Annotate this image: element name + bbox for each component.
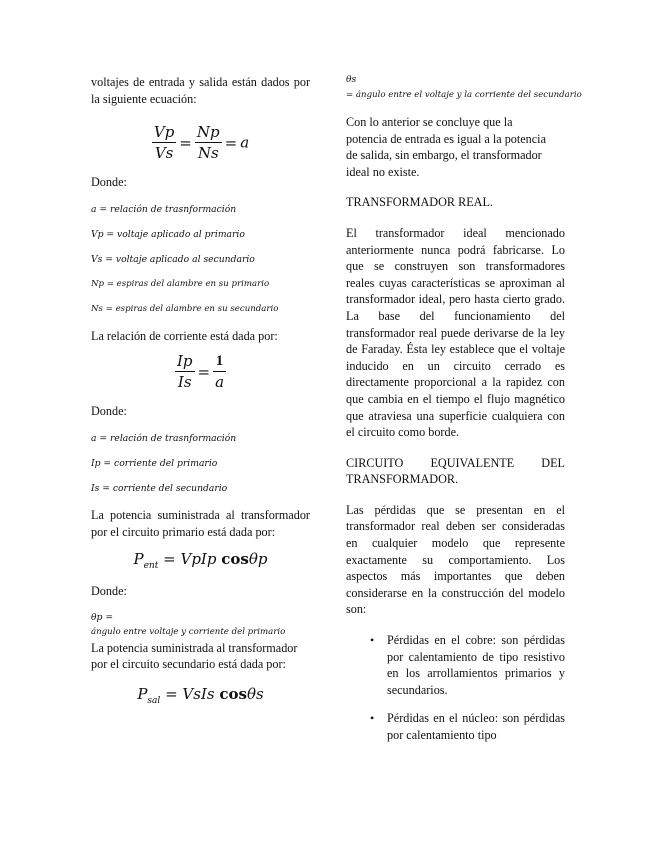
eq4-rhs: VsIs (182, 684, 215, 703)
paragraph-conclusion: Con lo anterior se concluye que la potencia de entrada es igual a la potencia de salida, sin embargo, el transformador ideal no existe. (346, 115, 546, 179)
losses-list (346, 632, 565, 744)
paragraph-losses: Las pérdidas que se presentan en el transformador real deben ser consideradas en cualquier modelo que represente exactamente su comportamiento. Los aspectos más importantes que deben considerarse en la construcción del modelo son: (346, 502, 565, 617)
list-item (346, 632, 565, 698)
eq2-numerator-2: 1 (213, 353, 226, 372)
definition-item: Np = espiras del alambre en su primario (91, 278, 270, 289)
heading-equivalent-circuit: CIRCUITO EQUIVALENTE DEL TRANSFORMADOR. (346, 455, 565, 487)
list-item-text: Pérdidas en el cobre: son pérdidas por calentamiento de tipo resistivo en los arrollamientos primarios y secundarios. (387, 633, 565, 697)
donde-label-3: Donde: (91, 584, 127, 599)
donde-label-2: Donde: (91, 404, 127, 419)
paragraph-real-transformer: El transformador ideal mencionado anteriormente nunca podrá fabricarse. Lo que se construyen son transformadores reales cuyas características se aproximan al transformador ideal, pero hasta cierto grado. La base del funcionamiento del transformador real puede derivarse de la ley de Faraday. Ésta ley establece que el voltaje inducido en un circuito cerrado es directamente proporcional a la rapidez con que cambia en el tiempo el flujo magnético que atraviesa una superficie cualquiera con el circuito como borde. (346, 225, 565, 440)
fraction-one-a (213, 353, 226, 391)
paragraph-output-power: La potencia suministrada al transformador por el circuito secundario está dada por: (91, 640, 298, 672)
eq1-numerator-1: Vp (153, 123, 175, 142)
definition-item: a = relación de trasnformación (91, 432, 237, 444)
definition-item: Vs = voltaje aplicado al secundario (91, 253, 255, 265)
definition-theta-s: θs (346, 74, 357, 85)
eq3-cos: cos (221, 550, 249, 569)
left-column (91, 74, 310, 706)
eq1-numerator-2: Np (196, 123, 220, 142)
eq1-rhs: a (240, 133, 250, 152)
eq2-denominator-1: Is (177, 373, 192, 392)
right-column (346, 74, 582, 756)
list-item (346, 710, 565, 743)
equation-output-power: $P_{sal}$ = VsIs cosθs (137, 684, 264, 706)
equation-current-ratio: $\frac{Ip}{Is}$ = $\frac{1}{a}$ (176, 352, 225, 392)
eq2-numerator-1: Ip (176, 352, 193, 371)
definition-theta-s-text: = ángulo entre el voltaje y la corriente del secundario (346, 90, 582, 100)
eq3-subscript: ent (143, 561, 159, 572)
definition-item: Ns = espiras del alambre en su secundario (91, 303, 279, 314)
equation-input-power: $P_{ent}$ = VpIp cosθp (133, 550, 268, 572)
eq1-denominator-2: Ns (197, 144, 219, 163)
definition-item: Is = corriente del secundario (91, 482, 228, 494)
eq3-lhs: P (133, 550, 144, 569)
fraction-ip-is (175, 352, 195, 391)
eq4-angle: θs (246, 684, 264, 703)
eq2-denominator-2: a (215, 372, 225, 391)
eq3-rhs: VpIp (180, 550, 217, 569)
definition-theta-p: θp = (91, 611, 114, 623)
paragraph-input-power: La potencia suministrada al transformador por el circuito primario está dada por: (91, 507, 310, 539)
definition-item: Vp = voltaje aplicado al primario (91, 228, 245, 240)
fraction-vp-vs (152, 123, 176, 162)
eq3-angle: θp (248, 550, 268, 569)
heading-real-transformer: TRANSFORMADOR REAL. (346, 195, 493, 210)
paragraph-current-ratio: La relación de corriente está dada por: (91, 328, 278, 343)
bullet-icon: • (370, 633, 375, 648)
eq4-lhs: P (137, 684, 148, 703)
fraction-np-ns (195, 123, 222, 162)
definition-item: a = relación de trasnformación (91, 203, 237, 215)
paragraph-intro: voltajes de entrada y salida están dados por la siguiente ecuación: (91, 75, 310, 106)
list-item-text: Pérdidas en el núcleo: son pérdidas por calentamiento tipo (387, 711, 565, 742)
eq4-cos: cos (219, 684, 247, 703)
bullet-icon: • (370, 711, 375, 726)
definition-theta-p-text: ángulo entre voltaje y corriente del primario (91, 626, 286, 637)
donde-label-1: Donde: (91, 175, 127, 190)
eq4-subscript: sal (147, 695, 161, 706)
equation-voltage-ratio: $\frac{Vp}{Vs}$ = $\frac{Np}{Ns}$ = a (153, 123, 250, 163)
definition-item: Ip = corriente del primario (91, 457, 218, 469)
eq1-denominator-1: Vs (154, 144, 174, 163)
